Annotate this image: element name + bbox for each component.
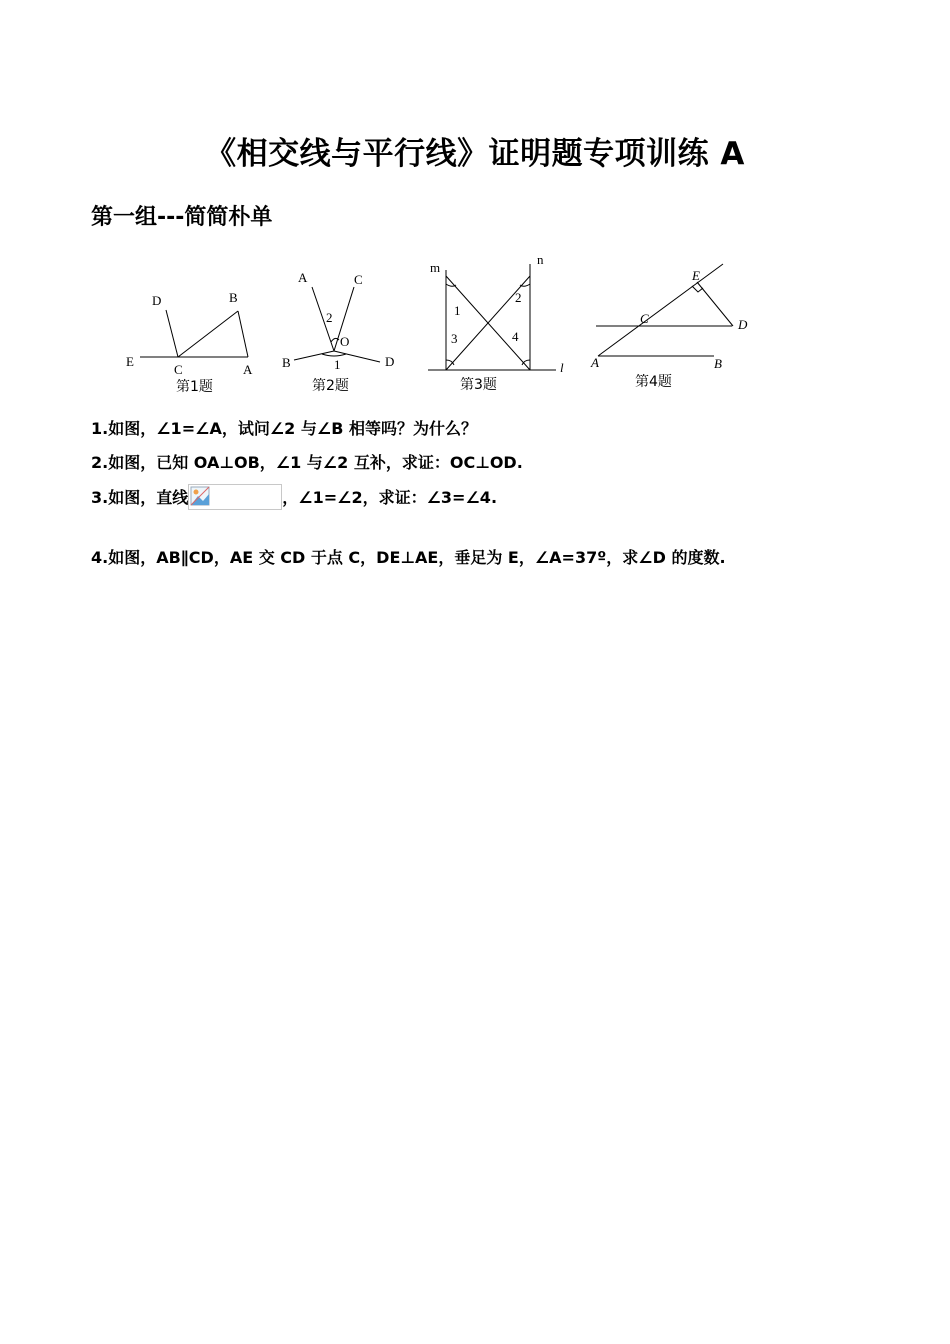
fig1-caption: 第1题	[176, 379, 213, 395]
fig1-label-d: D	[152, 293, 162, 308]
figure-1	[126, 290, 253, 395]
fig1-segment-cb	[178, 311, 238, 357]
fig4-caption: 第4题	[635, 374, 672, 390]
fig3-caption: 第3题	[460, 377, 497, 393]
fig1-label-e: E	[126, 354, 134, 369]
figure-2	[282, 270, 394, 394]
fig2-label-c: C	[354, 272, 363, 287]
fig1-label-a: A	[243, 362, 253, 377]
question-1: 1.如图，∠1=∠A，试问∠2 与∠B 相等吗？为什么？	[91, 419, 477, 438]
question-2: 2.如图，已知 OA⊥OB，∠1 与∠2 互补，求证：OC⊥OD.	[91, 453, 523, 472]
fig2-ray-od	[334, 351, 380, 362]
fig2-label-b: B	[282, 355, 291, 370]
fig4-line-ae	[598, 264, 723, 356]
fig1-segment-cd	[166, 310, 178, 357]
fig3-label-l: l	[560, 360, 564, 375]
fig4-label-d: D	[738, 317, 748, 332]
figures-row	[0, 250, 950, 400]
section-heading: 第一组---简简朴单	[91, 205, 273, 230]
fig2-label-d: D	[385, 354, 395, 369]
fig1-label-c: C	[174, 362, 183, 377]
question-4: 4.如图，AB∥CD，AE 交 CD 于点 C，DE⊥AE，垂足为 E，∠A=37º，求∠D 的度数.	[91, 548, 726, 567]
figure-3	[428, 252, 564, 393]
question-3-suffix: ，∠1=∠2，求证：∠3=∠4.	[282, 488, 498, 507]
fig3-angle-4-arc	[522, 360, 530, 365]
fig2-label-2: 2	[326, 310, 333, 325]
fig1-segment-ba	[238, 311, 248, 357]
question-3-prefix: 3.如图，直线	[91, 488, 189, 507]
question-3	[91, 485, 497, 510]
fig3-label-2: 2	[515, 290, 522, 305]
fig3-label-m: m	[430, 260, 441, 275]
fig3-angle-3-arc	[446, 360, 454, 365]
fig2-angle-1-arc	[322, 354, 346, 356]
fig2-label-o: O	[340, 334, 350, 349]
fig4-label-e: E	[692, 268, 700, 283]
fig3-label-4: 4	[512, 329, 519, 344]
fig2-label-a: A	[298, 270, 308, 285]
broken-image-placeholder	[188, 484, 282, 510]
fig2-label-1: 1	[334, 357, 341, 372]
figures-diagram	[0, 250, 950, 400]
fig4-label-a: A	[591, 355, 599, 370]
fig3-label-3: 3	[451, 331, 458, 346]
figure-4	[590, 264, 748, 390]
fig4-label-c: C	[640, 311, 649, 326]
fig1-label-b: B	[229, 290, 238, 305]
broken-image-icon	[190, 486, 210, 506]
fig2-caption: 第2题	[312, 378, 349, 394]
fig4-label-b: B	[714, 356, 722, 371]
fig3-label-1: 1	[454, 303, 461, 318]
page-title: 《相交线与平行线》证明题专项训练 A	[205, 136, 745, 172]
fig3-label-n: n	[537, 252, 544, 267]
